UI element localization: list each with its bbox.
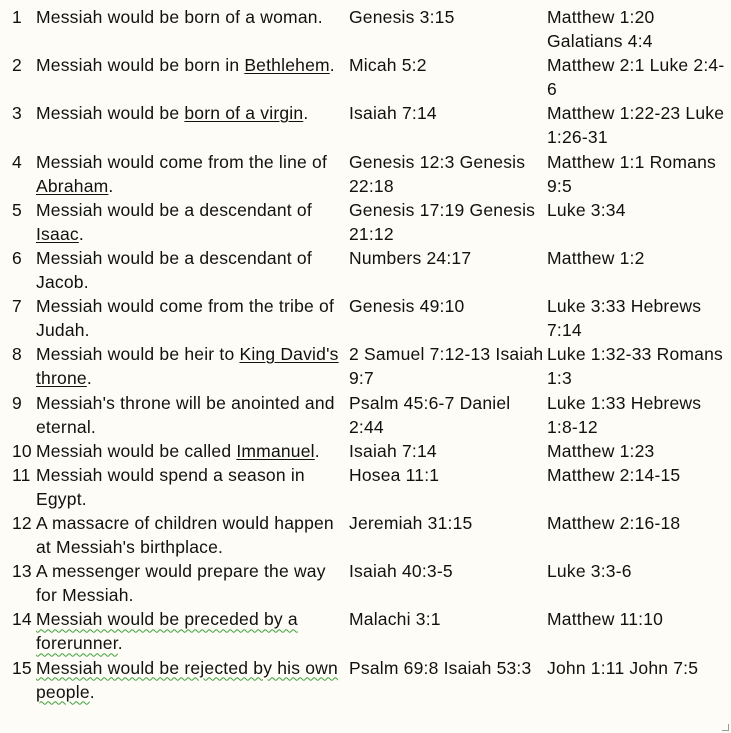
prophecy-description [36,391,349,439]
table-row [12,294,727,342]
spellcheck-underlined-text: Messiah would be preceded by a forerunner [36,609,298,654]
row-number: 1 [12,7,22,27]
new-testament-reference: Matthew 1:23 [547,440,655,461]
old-testament-reference: Genesis 17:19 Genesis 21:12 [349,199,536,244]
new-testament-reference: Matthew 2:14-15 [547,464,681,485]
prophecy-description [36,463,349,511]
old-testament-reference: Isaiah 7:14 [349,103,437,124]
old-testament-reference: Numbers 24:17 [349,247,472,268]
description-text: Messiah would be born in [36,55,245,76]
table-row [12,511,727,559]
row-number: 2 [12,55,22,76]
prophecy-description [36,607,349,655]
table-row [12,607,727,655]
row-number: 8 [12,344,22,365]
description-text: Messiah's throne will be anointed and eternal. [36,392,335,437]
new-testament-reference: Luke 3:33 Hebrews 7:14 [547,296,702,341]
old-testament-reference: Genesis 49:10 [349,296,465,317]
description-text: Messiah would be called [36,440,237,461]
new-testament-reference: Matthew 11:10 [547,609,664,630]
table-row [12,439,727,463]
new-testament-reference: Luke 3:34 [547,199,626,220]
new-testament-reference: Luke 3:3-6 [547,561,632,582]
prophecy-description [36,246,349,294]
prophecy-description [36,439,349,463]
description-text: . [108,175,114,196]
table-row [12,5,727,53]
row-number: 14 [12,609,32,630]
row-number: 5 [12,199,22,220]
prophecy-description [36,53,349,77]
new-testament-reference: John 1:11 John 7:5 [547,657,699,678]
prophecy-description [36,5,349,29]
table-row [12,342,727,390]
description-text: . [314,440,320,461]
prophecy-description [36,511,349,559]
old-testament-reference: 2 Samuel 7:12-13 Isaiah 9:7 [349,344,544,389]
table-row [12,463,727,511]
table-row [12,656,727,704]
table-row [12,391,727,439]
old-testament-reference: Isaiah 7:14 [349,440,437,461]
link-text[interactable]: King David's throne [36,344,339,389]
new-testament-reference: Luke 1:33 Hebrews 1:8-12 [547,392,702,437]
description-text: Messiah would come from the tribe of Judah. [36,296,335,341]
old-testament-reference: Genesis 12:3 Genesis 22:18 [349,151,526,196]
new-testament-reference: Luke 1:32-33 Romans 1:3 [547,344,723,389]
old-testament-reference: Psalm 69:8 Isaiah 53:3 [349,657,532,678]
prophecy-description [36,198,349,246]
link-text[interactable]: Isaac [36,223,79,244]
table-row [12,246,727,294]
table-row [12,101,727,149]
new-testament-reference: Matthew 2:16-18 [547,512,681,533]
row-number: 10 [12,440,32,461]
link-text[interactable]: born of a virgin [184,103,304,124]
description-text: Messiah would be a descendant of Jacob. [36,247,312,293]
description-text: A messenger would prepare the way for Messiah. [36,561,326,606]
table-row [12,198,727,246]
row-number: 3 [12,103,22,124]
table-row [12,150,727,198]
description-text: Messiah would spend a season in Egypt. [36,464,305,509]
row-number: 11 [12,464,31,485]
row-number: 6 [12,247,22,268]
old-testament-reference: Micah 5:2 [349,55,427,76]
old-testament-reference: Jeremiah 31:15 [349,512,473,533]
prophecy-description [36,559,349,607]
description-text: Messiah would be a descendant of [36,199,312,220]
description-text: Messiah would be [36,103,185,124]
new-testament-reference: Matthew 1:20 Galatians 4:4 [547,7,655,52]
row-number: 12 [12,512,32,533]
new-testament-reference: Matthew 1:1 Romans 9:5 [547,151,716,196]
description-text: . [86,368,92,389]
description-text: . [78,223,84,244]
spellcheck-underlined-text: Messiah would be rejected by his own people [36,657,338,702]
description-text: . [117,633,123,654]
description-text: . [89,681,95,702]
old-testament-reference: Hosea 11:1 [349,464,440,485]
row-number: 15 [12,657,32,678]
resize-corner-mark [722,724,729,731]
prophecy-description [36,656,349,704]
new-testament-reference: Matthew 1:22-23 Luke 1:26-31 [547,103,725,148]
description-text: A massacre of children would happen at Messiah's birthplace. [36,512,334,558]
row-number: 4 [12,151,22,172]
link-text[interactable]: Bethlehem [244,55,330,76]
prophecy-description [36,150,349,198]
row-number: 7 [12,296,22,317]
table-row [12,559,727,607]
old-testament-reference: Malachi 3:1 [349,609,441,630]
new-testament-reference: Matthew 1:2 [547,247,645,268]
table-row [12,53,727,101]
prophecy-description [36,342,349,390]
link-text[interactable]: Immanuel [236,440,315,461]
prophecy-description [36,294,349,342]
row-number: 13 [12,561,32,582]
new-testament-reference: Matthew 2:1 Luke 2:4-6 [547,55,725,100]
old-testament-reference: Isaiah 40:3-5 [349,561,453,582]
description-text: Messiah would be heir to [36,344,240,365]
link-text[interactable]: Abraham [36,175,109,196]
old-testament-reference: Psalm 45:6-7 Daniel 2:44 [349,392,511,437]
prophecy-table [12,5,727,704]
row-number: 9 [12,392,22,413]
prophecy-description [36,101,349,125]
description-text: . [303,103,309,124]
description-text: . [329,55,335,76]
description-text: Messiah would come from the line of [36,151,328,172]
description-text: Messiah would be born of a woman. [36,7,323,27]
old-testament-reference: Genesis 3:15 [349,7,455,27]
